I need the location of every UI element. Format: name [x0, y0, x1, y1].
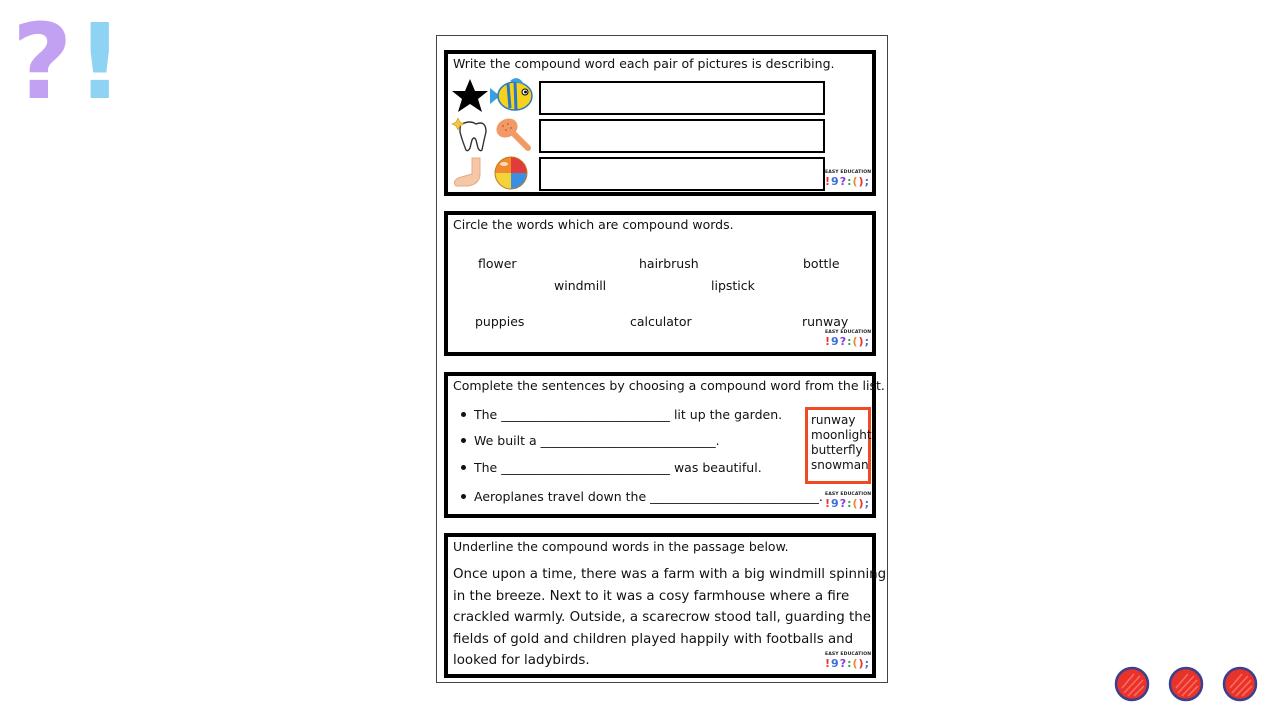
- word-puppies[interactable]: puppies: [475, 314, 525, 329]
- section-1-title: Write the compound word each pair of pictures is describing.: [453, 56, 835, 71]
- hairbrush-icon: [492, 116, 532, 154]
- answer-box-2[interactable]: [539, 119, 825, 153]
- word-list-item: runway: [811, 413, 856, 427]
- worksheet: [436, 35, 888, 683]
- word-bottle[interactable]: bottle: [803, 256, 840, 271]
- section-3-title: Complete the sentences by choosing a compound word from the list.: [453, 378, 885, 393]
- word-windmill[interactable]: windmill: [554, 278, 607, 293]
- sentence-3: The ___________________________ was beautiful.: [461, 460, 762, 475]
- brand-text: EASY EDUCATION: [825, 492, 872, 497]
- answer-box-3[interactable]: [539, 157, 825, 191]
- word-calculator[interactable]: calculator: [630, 314, 692, 329]
- bullet-icon: [461, 412, 466, 417]
- bullet-icon: [461, 438, 466, 443]
- underline-passage-panel: [444, 533, 887, 678]
- brand-badge: [825, 652, 872, 672]
- circle-words-panel: [444, 211, 876, 356]
- brand-symbols: ! 9 ? : ( ) ;: [825, 175, 869, 188]
- word-lipstick[interactable]: lipstick: [711, 278, 755, 293]
- passage-text: [453, 564, 887, 672]
- complete-sentences-panel: [444, 372, 885, 518]
- brand-symbols: ! 9 ? : ( ) ;: [825, 335, 869, 348]
- section-2-title: Circle the words which are compound words.: [453, 217, 734, 232]
- compound-pictures-panel: [444, 50, 876, 196]
- bullet-icon: [461, 494, 466, 499]
- tooth-icon: [450, 116, 492, 154]
- word-list-item: moonlight: [811, 428, 872, 442]
- bullet-icon: [461, 465, 466, 470]
- brand-badge: [825, 492, 872, 512]
- logo-exclamation-mark: !: [76, 8, 122, 108]
- brand-text: EASY EDUCATION: [825, 170, 872, 175]
- passage-line: crackled warmly. Outside, a scarecrow stood tall, guarding the: [453, 610, 871, 626]
- passage-line: fields of gold and children played happily with footballs and: [453, 631, 854, 647]
- brand-symbols: ! 9 ? : ( ) ;: [825, 657, 869, 670]
- foot-icon: [450, 154, 494, 190]
- word-list-box: [805, 407, 871, 484]
- logo-graphic: [12, 8, 122, 108]
- star-icon: [450, 78, 490, 114]
- word-list-item: butterfly: [811, 443, 863, 457]
- logo: [12, 8, 122, 108]
- sentence-4: Aeroplanes travel down the ___________________________.: [461, 489, 823, 504]
- word-hairbrush[interactable]: hairbrush: [639, 256, 699, 271]
- brand-badge: [825, 330, 872, 350]
- passage-line: in the breeze. Next to it was a cosy farmhouse where a fire: [453, 588, 850, 604]
- logo-question-mark: ?: [12, 8, 73, 108]
- word-runway[interactable]: runway: [802, 314, 849, 329]
- brand-symbols: ! 9 ? : ( ) ;: [825, 497, 869, 510]
- red-scribble-button[interactable]: [1114, 666, 1150, 702]
- passage-line: looked for ladybirds.: [453, 653, 590, 669]
- brand-text: EASY EDUCATION: [825, 652, 872, 657]
- fish-icon: [488, 76, 536, 116]
- section-4-title: Underline the compound words in the passage below.: [453, 539, 789, 554]
- passage-line: Once upon a time, there was a farm with a big windmill spinning: [453, 567, 887, 582]
- ball-icon: [492, 154, 530, 192]
- brand-badge: [825, 170, 872, 190]
- answer-box-1[interactable]: [539, 81, 825, 115]
- word-flower[interactable]: flower: [478, 256, 517, 271]
- red-scribble-button[interactable]: [1222, 666, 1258, 702]
- word-list-item: snowman: [811, 458, 869, 472]
- sentence-2: We built a ____________________________.: [461, 433, 720, 448]
- sentence-1: The ___________________________ lit up the garden.: [461, 407, 782, 422]
- brand-text: EASY EDUCATION: [825, 330, 872, 335]
- red-scribble-button[interactable]: [1168, 666, 1204, 702]
